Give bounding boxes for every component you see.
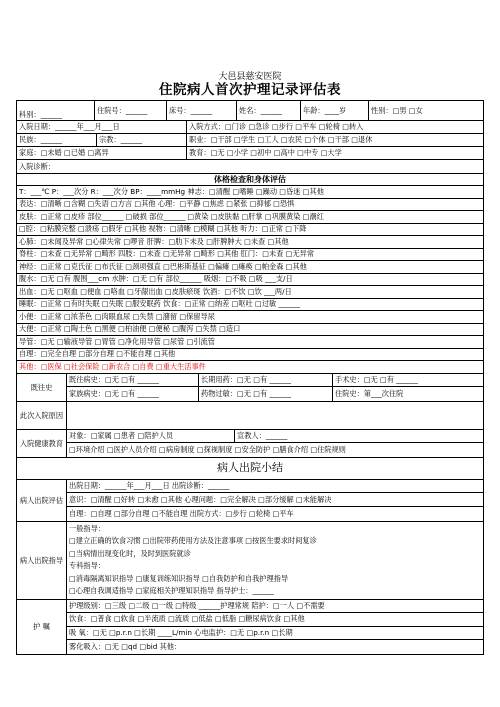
education-level-field[interactable]: 教育：□无 □小学 □初中 □高中 □中专 □大学 <box>189 148 342 157</box>
diet-row[interactable]: 饮食：□普食 □软食 □半流质 □流质 □低盐 □低脂 □糖尿病饮食 □其他 <box>67 613 483 627</box>
admission-method-field[interactable]: 入院方式：□门诊 □急诊 □步行 □平车 □轮椅 □转入 <box>189 122 364 131</box>
admission-reason-section <box>17 402 483 430</box>
health-education-section <box>17 430 483 458</box>
care-level-row[interactable]: 护理级别：□三级 □二级 □一级 □特级 ______护理常规 陪护：□一人 □不需要 <box>67 600 483 614</box>
specialty-guidance-heading: 专科指导： <box>69 561 105 571</box>
stool-row[interactable]: 大便：□正常 □陶土色 □黑便 □柏油便 □便秘 □腹泻 □失禁 □造口 <box>17 324 483 337</box>
history-row-2 <box>67 387 483 400</box>
gender-field[interactable]: 性别：□男 □女 <box>371 105 423 115</box>
sleep-row[interactable]: 睡眠：□正常 □有时失眠 □失眠 □服安眠药 饮食：□正常 □纳差 □呕吐 □过敏 ______ <box>17 299 483 312</box>
discharge-self-care-row[interactable]: 自理：□自理 □部分自理 □不能自理 出院方式：□步行 □轮椅 □平车 <box>69 508 294 518</box>
occupation-field[interactable]: 职业：□干部 □学生 □工人 □农民 □个体 □干部 □退休 <box>189 135 373 144</box>
patient-info-row <box>17 101 483 121</box>
health-education-label: 入院健康教育 <box>17 430 67 457</box>
urine-row[interactable]: 小便：□正常 □浓茶色 □肉眼血尿 □失禁 □潴留 □保留导尿 <box>17 311 483 324</box>
department-field[interactable]: 科别：______ <box>17 101 95 120</box>
admission-reason-label: 此次入院原因 <box>17 402 67 429</box>
nebulization-row[interactable]: 雾化吸入：□无 □qd □bid 其他： <box>69 641 182 651</box>
specialty-guidance-options-1[interactable]: □消毒隔离知识指导 □康复训练知识指导 □自我防护和自我护理指导 <box>69 573 289 583</box>
past-illness-field[interactable]: 既往病史：□无 □有 ______ <box>67 374 199 387</box>
general-guidance-options-2[interactable]: □当病情出现变化时，及时到医院就诊 <box>69 548 191 558</box>
history-label: 既往史 <box>17 374 67 401</box>
marital-status-field[interactable]: 家庭：□未婚 □已婚 □离异 <box>17 147 187 159</box>
age-field[interactable]: 年龄：____岁 <box>301 101 369 120</box>
education-target-row <box>67 430 483 444</box>
admission-date-field[interactable]: 入院日期：______年___月___日 <box>17 121 187 133</box>
history-section <box>17 374 483 402</box>
form-title: 住院病人首次护理记录评估表 <box>159 82 341 98</box>
neuro-row[interactable]: 神经：□正常 □克氏征 □布氏征 □颈项强直 □巴彬斯基征 □偏瘫 □瘫痪 □帕金森 □其他 <box>17 261 483 274</box>
discharge-summary-title: 病人出院小结 <box>17 458 483 480</box>
heart-lung-row[interactable]: 心肺：□未闻及异常 □心律失常 □啰音 肝脾：□肋下未及 □肝脾肿大 □未查 □其他 <box>17 236 483 249</box>
religion-field[interactable]: 宗教：______ <box>97 134 187 146</box>
education-topics-field[interactable]: □环境介绍 □医护人员介绍 □病房制度 □探视制度 □安全防护 □膳食介绍 □住院规则 <box>69 444 346 454</box>
discharge-evaluation-section <box>17 480 483 522</box>
self-care-row[interactable]: 自理：□完全自理 □部分自理 □不能自理 □其他 <box>17 349 483 362</box>
skin-row[interactable]: 皮肤：□正常 □皮疹 部位______ □破损 部位______ □黄染 □皮肤黏 □肝掌 □巩膜黄染 □潮红 <box>17 211 483 224</box>
name-field[interactable]: 姓名：______ <box>237 101 301 120</box>
drug-allergy-field[interactable]: 药物过敏：□无 □有 ______ <box>199 387 333 400</box>
surgery-history-field[interactable]: 手术史：□无 □有 ______ <box>335 374 418 384</box>
vitals-row[interactable]: T：___℃ P：___次分 R：___次分 BP：____mmHg 神志：□清醒 □嗜睡 □躁动 □昏迷 □其他 <box>17 186 483 199</box>
long-term-meds-field[interactable]: 长期用药：□无 □有 ______ <box>199 374 333 387</box>
discharge-date-row[interactable]: 出院日期：______年___月___日 出院诊断：______ <box>67 480 483 494</box>
bed-number-field[interactable]: 床号：______ <box>167 101 237 120</box>
family-history-field[interactable]: 家族病史：□无 □有 ______ <box>67 387 199 400</box>
hospital-name: 大邑县慈安医院 <box>218 72 282 82</box>
oxygen-row[interactable]: 吸 氧：□无 □p.r.n □长期 ____L/min 心电监护：□无 □p.r.n □长期 <box>67 627 483 641</box>
catheter-row[interactable]: 导管：□无 □输液导管 □胃管 □净化用导管 □尿管 □引流管 <box>17 336 483 349</box>
general-guidance-options-1[interactable]: □建立正确的饮食习惯 □出院带药使用方法及注意事项 □按医生要求时间复诊 <box>69 536 317 546</box>
admission-number-field[interactable]: 住院号：______ <box>95 101 167 120</box>
care-orders-label: 护 嘱 <box>17 600 67 654</box>
expression-row[interactable]: 表达：□清晰 □含糊 □失语 □方言 □其他 心理：□平静 □焦虑 □紧张 □抑郁 □恐惧 <box>17 199 483 212</box>
ethnicity-row <box>17 134 483 147</box>
specialty-guidance-options-2[interactable]: □心理自我调适指导 □家庭相关护理知识指导 指导护士：______ <box>69 586 275 596</box>
educator-field[interactable]: 宣教人：______ <box>237 430 288 440</box>
oral-row[interactable]: □腔：□粘膜完整 □溃疡 □假牙 □其他 视物：□清晰 □模糊 □其他 听力：□正常 □下降 <box>17 224 483 237</box>
discharge-guidance-section <box>17 522 483 600</box>
consciousness-row[interactable]: 意识：□清醒 □好转 □未愈 □其他 心理问题：□完全解决 □部分缓解 □未能解决 <box>67 493 483 507</box>
insurance-row[interactable]: 其他：□医保 □社会保险 □新农合 □自费 □重大生活事件 <box>17 361 483 374</box>
admission-row <box>17 121 483 134</box>
admission-diagnosis-field[interactable]: 入院诊断： <box>17 160 483 174</box>
history-row-1 <box>67 374 483 388</box>
admission-reason-field[interactable] <box>67 402 483 429</box>
general-guidance-heading: 一般指导： <box>69 523 105 533</box>
care-orders-section <box>17 600 483 654</box>
family-row <box>17 147 483 160</box>
education-target-field[interactable]: 对象：□家属 □患者 □陪护人员 <box>67 430 235 443</box>
hospitalization-count-field[interactable]: 住院史：第___次住院 <box>335 388 404 398</box>
ethnicity-field[interactable]: 民族：______ <box>17 134 97 146</box>
document-page <box>16 0 484 707</box>
bleeding-row[interactable]: 出血：□无 □呕血 □便血 □咯血 □牙龈出血 □皮肤瘀斑 饮酒：□不饮 □饮 ___两/日 <box>17 286 483 299</box>
assessment-form <box>16 100 484 655</box>
physical-exam-title: 体格检查和身体评估 <box>17 174 483 186</box>
discharge-guidance-label: 病人出院指导 <box>17 522 67 599</box>
discharge-evaluation-label: 病人出院评估 <box>17 480 67 521</box>
spine-row[interactable]: 脊柱：□未查 □无异常 □畸形 四肢：□未查 □无异常 □畸形 □其他 肛门：□未查 □无异常 <box>17 249 483 262</box>
ascites-row[interactable]: 腹水：□无 □有 腹围___cm 水肿：□无 □有 部位______ 吸烟：□不吸 □吸 ___支/日 <box>17 274 483 287</box>
